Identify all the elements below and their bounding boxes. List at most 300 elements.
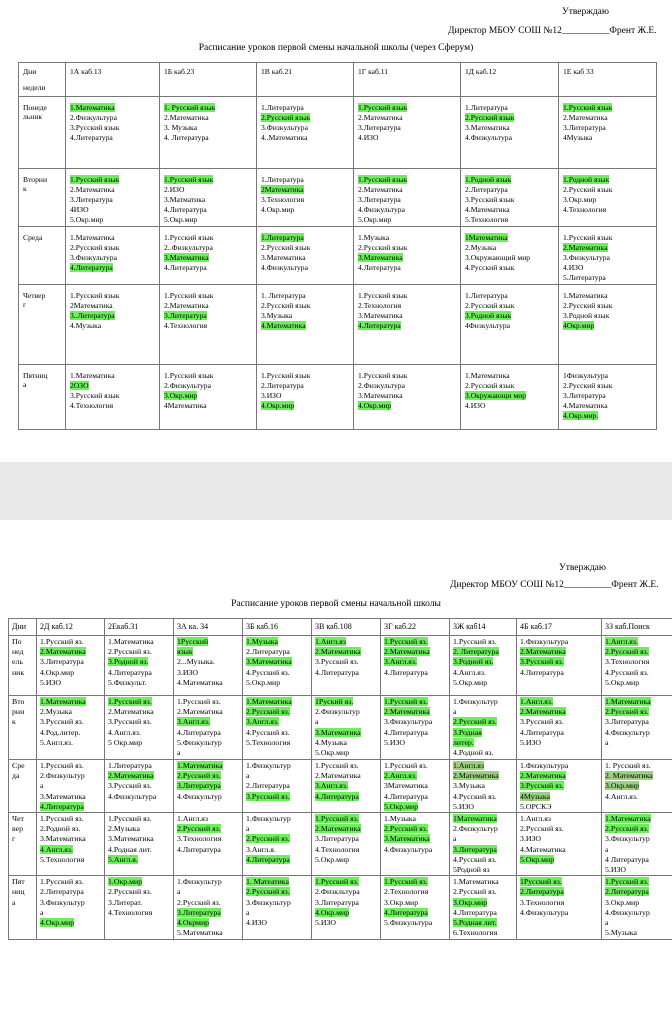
lesson-line xyxy=(520,728,599,738)
lesson-line xyxy=(40,728,102,738)
lesson-line xyxy=(40,824,102,834)
lesson-text: 2.Русский яз. xyxy=(605,647,649,657)
lesson-text: а xyxy=(315,717,319,727)
lesson-line xyxy=(453,728,514,738)
lesson-cell xyxy=(66,227,160,285)
lesson-line xyxy=(358,391,457,401)
class-header-4: 3В каб.108 xyxy=(312,619,381,636)
lesson-line xyxy=(315,728,378,738)
lesson-text: 2.Русский яз. xyxy=(384,824,428,834)
lesson-text: 3.Англ.я. xyxy=(246,844,276,854)
lesson-text: 5.Окр.мир xyxy=(453,677,488,687)
lesson-text: 5.ОРСКЭ xyxy=(520,801,552,811)
lesson-text: 4.Физкультура xyxy=(384,844,433,854)
lesson-line xyxy=(358,103,457,113)
lesson-line xyxy=(605,738,672,748)
lesson-text: 1.Русский язык xyxy=(70,175,120,184)
lesson-line xyxy=(605,887,672,897)
lesson-text: 2.Литература xyxy=(40,887,84,897)
lesson-text: 3.Родной язык xyxy=(563,311,610,320)
lesson-text: 2.Англ.яз. xyxy=(384,771,417,781)
lesson-text: 1.Литература xyxy=(261,103,304,112)
schedule-table-2 xyxy=(8,618,672,940)
lesson-line xyxy=(453,647,514,657)
day-row xyxy=(9,636,672,696)
lesson-cell xyxy=(105,876,174,940)
lesson-line xyxy=(108,657,171,667)
lesson-cell xyxy=(381,876,450,940)
lesson-text: 3.Математика xyxy=(315,727,361,737)
lesson-line xyxy=(453,657,514,667)
lesson-line xyxy=(384,824,447,834)
director-signature-line-2: Директор МБОУ СОШ №12__________Френт Ж.Е. xyxy=(450,580,659,590)
lesson-line xyxy=(108,887,171,897)
lesson-line xyxy=(164,253,253,263)
lesson-line xyxy=(164,205,253,215)
lesson-line xyxy=(164,185,253,195)
lesson-line xyxy=(40,855,102,865)
day-name-part: а xyxy=(23,380,27,389)
lesson-text: 4.Литература xyxy=(70,263,113,272)
lesson-line xyxy=(384,792,447,802)
schedule-page-2 xyxy=(0,520,672,1024)
day-name-cell xyxy=(9,760,37,813)
lesson-text: 3.Окр.мир xyxy=(605,781,640,791)
lesson-line xyxy=(246,717,309,727)
lesson-cell xyxy=(174,876,243,940)
lesson-text: 4.Литература xyxy=(384,727,428,737)
lesson-line xyxy=(70,133,156,143)
lesson-line xyxy=(315,781,378,791)
lesson-text: 2.Математика xyxy=(358,113,403,122)
lesson-line xyxy=(520,887,599,897)
lesson-line xyxy=(563,291,653,301)
lesson-text: 1.Математика xyxy=(177,761,223,770)
lesson-text: 5.Родная лит. xyxy=(453,918,497,928)
lesson-text: 2.Математика xyxy=(315,824,361,834)
lesson-text: 4.Окрмир xyxy=(177,918,210,928)
lesson-text: 5.Окр.мир xyxy=(164,215,198,224)
lesson-line xyxy=(315,738,378,748)
lesson-text: 5.Музыка xyxy=(605,928,637,938)
day-name-cell xyxy=(9,813,37,876)
lesson-text: 1.Русский язык xyxy=(164,175,214,184)
lesson-text: 4.Технология xyxy=(70,401,114,410)
day-name-part: к xyxy=(12,717,16,727)
lesson-line xyxy=(465,113,555,123)
lesson-line xyxy=(453,637,514,647)
lesson-line xyxy=(108,781,171,791)
class-header-4: 1Д каб.12 xyxy=(461,63,559,97)
lesson-text: 3.Русский язык xyxy=(70,123,120,132)
lesson-line xyxy=(384,738,447,748)
lesson-text: 1.Русский язык xyxy=(563,233,613,242)
lesson-line xyxy=(453,824,514,834)
lesson-cell xyxy=(243,876,312,940)
lesson-line xyxy=(465,243,555,253)
lesson-line xyxy=(108,668,171,678)
lesson-text: 3.Родной яз. xyxy=(453,657,494,667)
lesson-line xyxy=(164,401,253,411)
lesson-text: 1.Математика xyxy=(465,371,510,380)
header-row xyxy=(19,63,657,97)
lesson-line xyxy=(520,707,599,717)
lesson-text: 3.Родной язык xyxy=(465,311,512,320)
lesson-line xyxy=(177,887,240,897)
day-name-part: ель xyxy=(12,657,23,667)
lesson-text: 3.Англ.яз. xyxy=(315,781,348,791)
day-name-part: к xyxy=(23,184,27,193)
lesson-text: 3.Литература xyxy=(177,781,221,791)
lesson-line xyxy=(563,243,653,253)
lesson-line xyxy=(605,834,672,844)
lesson-text: 3.Литература xyxy=(605,717,649,727)
lesson-line xyxy=(453,834,514,844)
lesson-cell xyxy=(450,696,517,760)
lesson-text: 3.Англ.яз. xyxy=(177,717,210,727)
lesson-line xyxy=(563,263,653,273)
lesson-cell xyxy=(517,636,602,696)
lesson-text: 1.Музыка xyxy=(246,637,278,646)
lesson-line xyxy=(384,637,447,647)
class-header-2: 1В каб.21 xyxy=(257,63,354,97)
lesson-line xyxy=(315,918,378,928)
lesson-text: 1.Литература xyxy=(465,291,508,300)
lesson-text: 5.Англ.я. xyxy=(108,854,138,864)
lesson-text: 4.ИЗО xyxy=(563,263,584,272)
lesson-line xyxy=(246,908,309,918)
lesson-line xyxy=(177,678,240,688)
lesson-line xyxy=(246,637,309,647)
day-name-part: а xyxy=(12,897,16,907)
lesson-line xyxy=(520,771,599,781)
lesson-text: 4.Родной яз. xyxy=(453,748,494,758)
lesson-cell xyxy=(559,285,657,365)
lesson-line xyxy=(246,877,309,887)
lesson-text: 1.Русский язык xyxy=(164,233,214,242)
lesson-line xyxy=(246,647,309,657)
lesson-line xyxy=(465,123,555,133)
day-name-cell xyxy=(9,876,37,940)
lesson-line xyxy=(246,781,309,791)
lesson-line xyxy=(453,781,514,791)
lesson-line xyxy=(40,657,102,667)
lesson-text: 3.Родная xyxy=(453,727,482,737)
lesson-cell xyxy=(312,636,381,696)
lesson-text: 4.Русский яз. xyxy=(453,854,497,864)
lesson-line xyxy=(70,401,156,411)
lesson-text: 3.Математика xyxy=(164,253,209,262)
day-name-part: вер xyxy=(12,824,23,834)
lesson-text: 3.Литература xyxy=(358,195,401,204)
lesson-line xyxy=(108,908,171,918)
lesson-text: 2.Русский язык xyxy=(563,301,613,310)
lesson-line xyxy=(108,771,171,781)
lesson-line xyxy=(465,175,555,185)
approve-label: Утверждаю xyxy=(562,7,609,17)
lesson-text: 3Математика xyxy=(384,781,428,791)
lesson-text: 2.Математика xyxy=(563,113,608,122)
lesson-line xyxy=(453,877,514,887)
lesson-line xyxy=(40,781,102,791)
lesson-text: 2.Русский яз. xyxy=(177,771,221,781)
lesson-line xyxy=(40,814,102,824)
lesson-line xyxy=(520,792,599,802)
lesson-line xyxy=(70,243,156,253)
lesson-line xyxy=(246,898,309,908)
lesson-text: 2.Русский яз. xyxy=(108,887,152,897)
lesson-text: 4.ИЗО xyxy=(246,918,268,928)
lesson-text: а xyxy=(40,781,44,791)
lesson-line xyxy=(261,133,350,143)
day-name-cell xyxy=(9,696,37,760)
lesson-line xyxy=(358,195,457,205)
lesson-line xyxy=(465,401,555,411)
lesson-text: 1.Русский язык xyxy=(164,291,214,300)
lesson-text: 4.Физкультура xyxy=(520,907,569,917)
lesson-cell xyxy=(174,760,243,813)
lesson-line xyxy=(384,647,447,657)
lesson-line xyxy=(261,291,350,301)
lesson-text: 3.Русский яз. xyxy=(108,717,152,727)
lesson-line xyxy=(605,657,672,667)
lesson-line xyxy=(384,887,447,897)
lesson-text: 1Руский яз. xyxy=(315,697,354,706)
lesson-text: 2.Математика xyxy=(108,707,154,717)
lesson-text: 3.Литература xyxy=(358,123,401,132)
lesson-text: 1.Математика xyxy=(70,233,115,242)
lesson-text: а xyxy=(453,707,457,717)
lesson-text: 2.Музыка xyxy=(108,824,140,834)
day-name-part: ник xyxy=(12,667,25,677)
lesson-text: 4.Родная лит. xyxy=(108,844,152,854)
lesson-line xyxy=(465,301,555,311)
lesson-line xyxy=(605,771,672,781)
lesson-text: 3.Литература xyxy=(315,834,359,844)
lesson-text: 1.Математика xyxy=(70,371,115,380)
lesson-text: 1Русский яз. xyxy=(520,877,562,887)
class-header-5: 1Е каб 33 xyxy=(559,63,657,97)
lesson-text: 1.Физкультур xyxy=(246,814,291,824)
lesson-cell xyxy=(37,876,105,940)
lesson-text: 4.Математика xyxy=(261,321,306,330)
lesson-line xyxy=(177,728,240,738)
day-name-part: г xyxy=(12,834,16,844)
lesson-text: 1. Литература xyxy=(261,291,306,300)
lesson-text: 4.Русский яз. xyxy=(453,791,497,801)
lesson-text: 4.Окр.мир xyxy=(315,907,350,917)
lesson-text: 2.Литература xyxy=(520,887,564,897)
lesson-line xyxy=(108,637,171,647)
class-header-2: 3А ка. 34 xyxy=(174,619,243,636)
lesson-cell xyxy=(450,760,517,813)
director-signature-line: Директор МБОУ СОШ №12__________Френт Ж.Е. xyxy=(448,26,657,36)
lesson-line xyxy=(453,887,514,897)
lesson-text: 2.Математика xyxy=(520,707,566,717)
lesson-cell xyxy=(461,285,559,365)
lesson-line xyxy=(177,707,240,717)
lesson-line xyxy=(108,728,171,738)
lesson-line xyxy=(358,185,457,195)
lesson-text: 1.Русский яз. xyxy=(40,637,84,646)
lesson-line xyxy=(453,707,514,717)
lesson-line xyxy=(261,185,350,195)
lesson-line xyxy=(261,371,350,381)
lesson-text: 2.Русский язык xyxy=(465,301,515,310)
lesson-cell xyxy=(243,696,312,760)
lesson-text: 4Математика xyxy=(164,401,207,410)
lesson-text: 2.Физкультура xyxy=(164,381,211,390)
lesson-line xyxy=(465,291,555,301)
lesson-line xyxy=(108,855,171,865)
lesson-text: 1.Русский яз. xyxy=(315,814,359,824)
lesson-line xyxy=(453,908,514,918)
lesson-text: 2.Русский яз. xyxy=(605,707,649,717)
lesson-text: 3.Русский яз. xyxy=(520,781,564,791)
lesson-text: 4.Математика xyxy=(563,401,608,410)
lesson-line xyxy=(315,877,378,887)
lesson-text: 2.Русский яз. xyxy=(177,824,221,834)
lesson-text: 3.Родной яз. xyxy=(108,657,149,667)
lesson-line xyxy=(164,243,253,253)
lesson-text: 2.Математика xyxy=(563,243,608,252)
class-header-7: 4Б каб.17 xyxy=(517,619,602,636)
lesson-text: 2.Русский яз. xyxy=(177,897,221,907)
lesson-line xyxy=(261,113,350,123)
lesson-line xyxy=(108,877,171,887)
day-name-cell xyxy=(19,227,66,285)
lesson-text: 1.Русский яз. xyxy=(384,637,428,646)
lesson-line xyxy=(465,103,555,113)
lesson-text: 4.Литература xyxy=(358,321,401,330)
lesson-line xyxy=(384,908,447,918)
day-name-part: г xyxy=(23,300,27,309)
lesson-text: 5.Литература xyxy=(563,273,606,282)
lesson-line xyxy=(246,707,309,717)
lesson-line xyxy=(261,263,350,273)
lesson-cell xyxy=(312,876,381,940)
lesson-text: 5.Физкультура xyxy=(384,918,433,928)
lesson-line xyxy=(453,717,514,727)
lesson-line xyxy=(164,215,253,225)
lesson-text: 2.Русский язык xyxy=(465,113,515,122)
lesson-line xyxy=(164,263,253,273)
lesson-line xyxy=(465,381,555,391)
lesson-line xyxy=(315,834,378,844)
lesson-line xyxy=(70,103,156,113)
lesson-line xyxy=(358,205,457,215)
lesson-text: 1.Русский язык xyxy=(70,291,120,300)
lesson-text: 4.Окр.мир xyxy=(261,205,295,214)
lesson-cell xyxy=(602,813,672,876)
lesson-line xyxy=(563,175,653,185)
class-header-8: 3З каб.Поиск xyxy=(602,619,672,636)
lesson-text: 4.Литература xyxy=(315,791,359,801)
lesson-text: 3. Музыка xyxy=(164,123,197,132)
lesson-text: 1.Англ.яз xyxy=(453,761,484,770)
lesson-line xyxy=(358,233,457,243)
lesson-text: 1.Русский язык xyxy=(358,291,408,300)
day-row xyxy=(19,227,657,285)
lesson-line xyxy=(520,802,599,812)
lesson-line xyxy=(453,761,514,771)
lesson-line xyxy=(384,761,447,771)
lesson-line xyxy=(315,845,378,855)
day-row xyxy=(9,696,672,760)
lesson-line xyxy=(70,311,156,321)
lesson-line xyxy=(261,205,350,215)
lesson-text: 4.Русский яз. xyxy=(246,667,290,677)
lesson-text: 5.Окр.мир xyxy=(246,677,281,687)
lesson-text: 1. Русский яз. xyxy=(605,761,651,770)
lesson-line xyxy=(315,657,378,667)
lesson-line xyxy=(605,824,672,834)
lesson-line xyxy=(384,657,447,667)
lesson-line xyxy=(315,887,378,897)
lesson-line xyxy=(384,802,447,812)
day-name-part: ниц xyxy=(12,887,25,897)
lesson-text: 1.Русский язык xyxy=(358,371,408,380)
lesson-text: 2.Математика xyxy=(384,707,430,717)
lesson-text: 1.Англ.яз xyxy=(520,814,551,824)
lesson-text: 2.Математика xyxy=(177,707,223,717)
lesson-line xyxy=(315,771,378,781)
lesson-line xyxy=(358,291,457,301)
lesson-line xyxy=(520,898,599,908)
lesson-text: 3..Литература xyxy=(70,311,115,320)
lesson-text: 1.Англ.яз. xyxy=(520,697,553,706)
lesson-line xyxy=(520,781,599,791)
lesson-line xyxy=(40,738,102,748)
lesson-text: 2.Русский яз. xyxy=(453,887,497,897)
lesson-line xyxy=(108,845,171,855)
lesson-text: 1.Физкультура xyxy=(520,761,569,770)
lesson-cell xyxy=(461,227,559,285)
lesson-line xyxy=(605,918,672,928)
lesson-cell xyxy=(450,876,517,940)
lesson-line xyxy=(108,792,171,802)
lesson-line xyxy=(465,233,555,243)
lesson-text: 3.Русский яз. xyxy=(246,791,290,801)
class-header-5: 3Г каб.22 xyxy=(381,619,450,636)
lesson-line xyxy=(520,761,599,771)
lesson-line xyxy=(563,123,653,133)
lesson-text: 4.Литература xyxy=(108,667,152,677)
lesson-line xyxy=(246,738,309,748)
lesson-text: а xyxy=(246,771,250,781)
lesson-text: 3.Русский яз. xyxy=(520,657,564,667)
lesson-line xyxy=(520,824,599,834)
lesson-line xyxy=(246,918,309,928)
lesson-cell xyxy=(354,169,461,227)
lesson-line xyxy=(384,697,447,707)
day-name-part: нед xyxy=(12,647,24,657)
lesson-line xyxy=(261,301,350,311)
lesson-text: 2.Русский язык xyxy=(261,243,311,252)
lesson-text: 1.Русский яз. xyxy=(177,697,221,706)
lesson-text: 1.Физкультур xyxy=(453,697,498,706)
lesson-line xyxy=(563,205,653,215)
day-name-cell xyxy=(19,365,66,430)
lesson-line xyxy=(70,123,156,133)
day-header-cell xyxy=(19,63,66,97)
lesson-text: 2.Русский язык xyxy=(358,243,408,252)
lesson-cell xyxy=(37,636,105,696)
lesson-line xyxy=(315,668,378,678)
lesson-text: 1.Русский яз. xyxy=(108,814,152,824)
lesson-text: а xyxy=(246,907,250,917)
lesson-text: 1.Русский яз. xyxy=(315,761,359,770)
